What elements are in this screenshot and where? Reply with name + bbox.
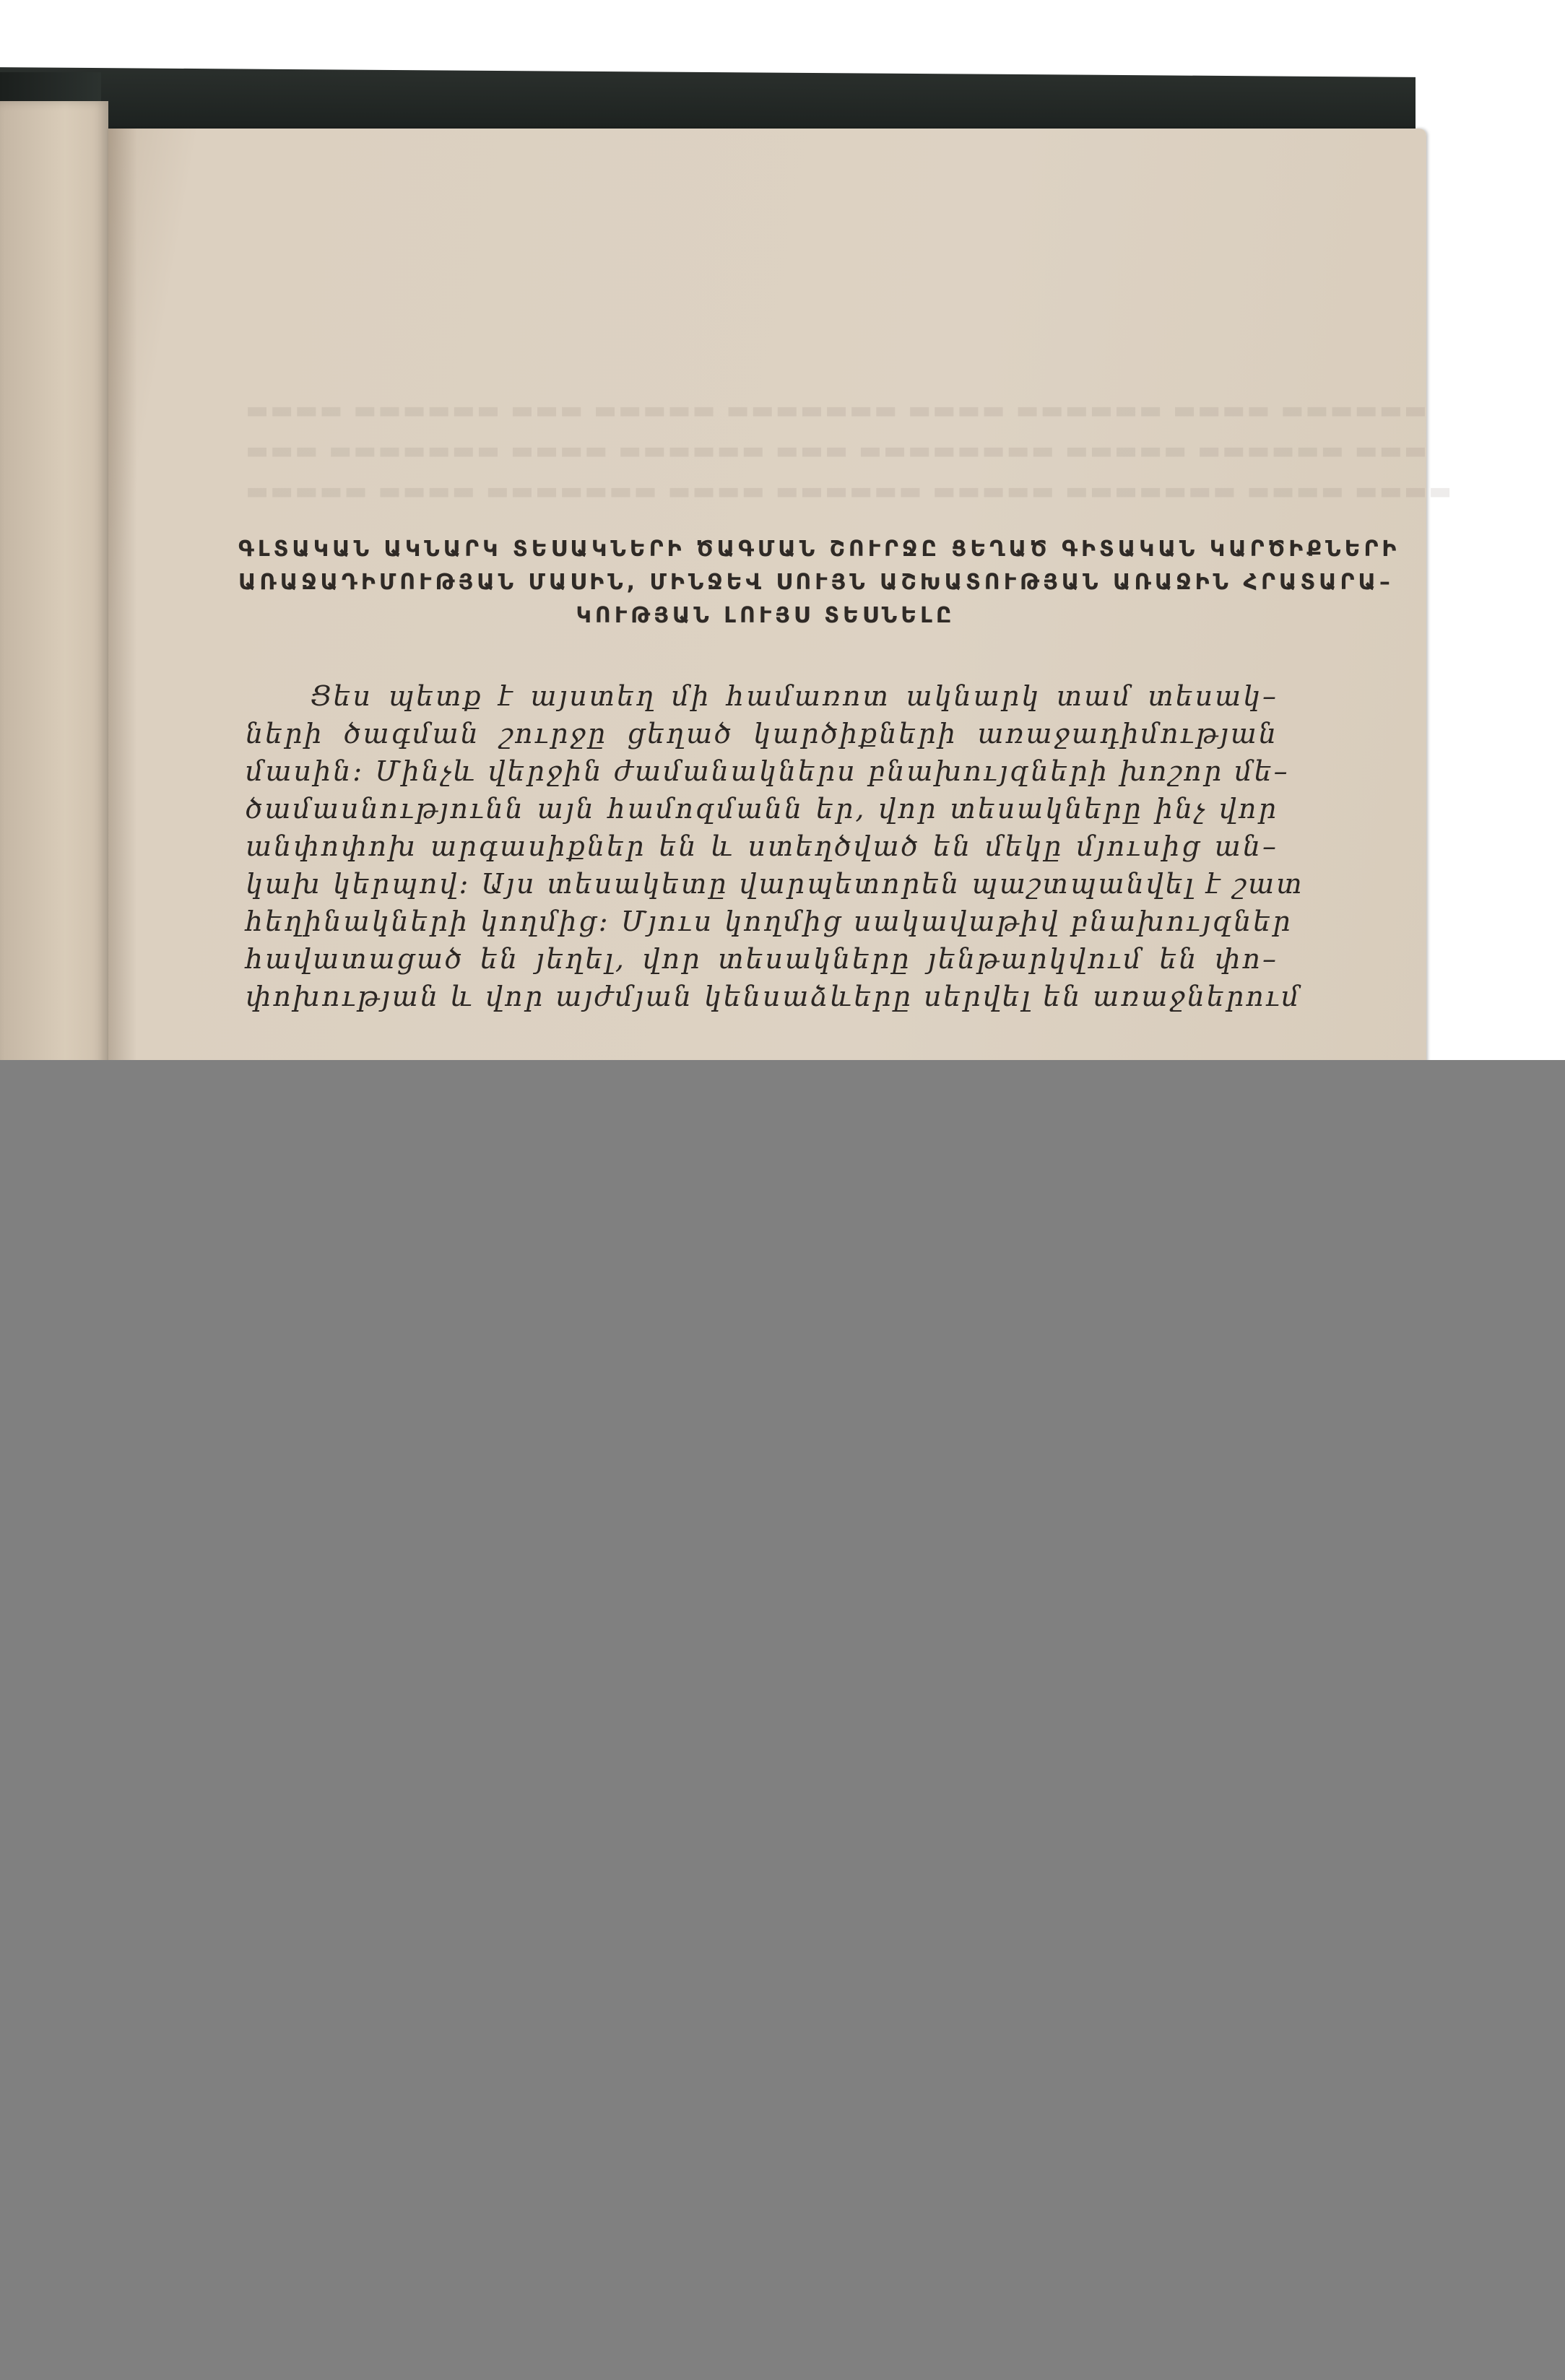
body-line: կախ կերպով։ Այս տեսակետը վարպետորեն պաշտպանվել է շատ bbox=[246, 868, 1304, 900]
body-line: անփոփոխ արգասիքներ են և ստեղծված են մեկը մյուսից ան– bbox=[246, 830, 1278, 862]
body-line: փոխության և վոր այժմյան կենսաձևերը սերվել են առաջներում bbox=[246, 981, 1301, 1012]
left-page-edge bbox=[0, 101, 108, 1228]
body-paragraph bbox=[246, 677, 1304, 1015]
redacted-region bbox=[0, 1060, 1565, 2380]
body-line: հավատացած են յեղել, վոր տեսակները յենթարկվում են փո– bbox=[246, 943, 1278, 975]
body-line: մասին։ Մինչև վերջին ժամանակներս բնախույզների խոշոր մե– bbox=[246, 755, 1290, 787]
heading-line: ԿՈՒԹՅԱՆ ԼՈՒՅՍ ՏԵՍՆԵԼԸ bbox=[576, 603, 955, 628]
show-through-text: ▬▬▬▬ ▬▬▬▬▬▬ ▬▬▬ ▬▬▬▬▬ ▬▬▬▬▬▬▬ ▬▬▬▬ ▬▬▬▬▬▬ ▬▬▬▬ ▬▬▬▬▬▬ ▬▬▬ ▬▬▬▬▬▬▬ ▬▬▬▬ ▬▬▬▬▬▬ ▬▬▬ ▬▬▬▬▬▬▬▬ ▬▬▬▬▬ ▬▬▬▬▬▬ ▬▬▬ ▬▬▬▬▬ ▬▬▬▬ ▬▬▬▬▬▬▬ ▬▬▬▬ ▬▬▬▬▬▬ ▬▬▬▬▬ ▬▬▬▬▬▬▬ ▬▬▬▬ ▬▬▬▬ bbox=[246, 396, 1454, 505]
body-line: ծամասնությունն այն համոզմանն եր, վոր տեսակները ինչ վոր bbox=[246, 793, 1278, 825]
body-line: ների ծագման շուրջը ցեղած կարծիքների առաջադիմության bbox=[246, 718, 1278, 750]
body-line: հեղինակների կողմից։ Մյուս կողմից սակավաթիվ բնախույզներ bbox=[246, 905, 1293, 937]
chapter-heading bbox=[238, 533, 1400, 633]
heading-line: ԳԼՏԱԿԱՆ ԱԿՆԱՐԿ ՏԵՍԱԿՆԵՐԻ ԾԱԳՄԱՆ ՇՈՒՐՋԸ ՑԵՂԱԾ ԳԻՏԱԿԱՆ ԿԱՐԾԻՔՆԵՐԻ bbox=[238, 537, 1400, 562]
body-line: Ցես պետք է այստեղ մի համառոտ ակնարկ տամ տեսակ– bbox=[311, 680, 1278, 712]
heading-line: ԱՌԱՋԱԴԻՄՈՒԹՅԱՆ ՄԱՍԻՆ, ՄԻՆՋԵՎ ՍՈՒՅՆ ԱՇԽԱՏՈՒԹՅԱՆ ԱՌԱՋԻՆ ՀՐԱՏԱՐԱ– bbox=[238, 570, 1394, 595]
